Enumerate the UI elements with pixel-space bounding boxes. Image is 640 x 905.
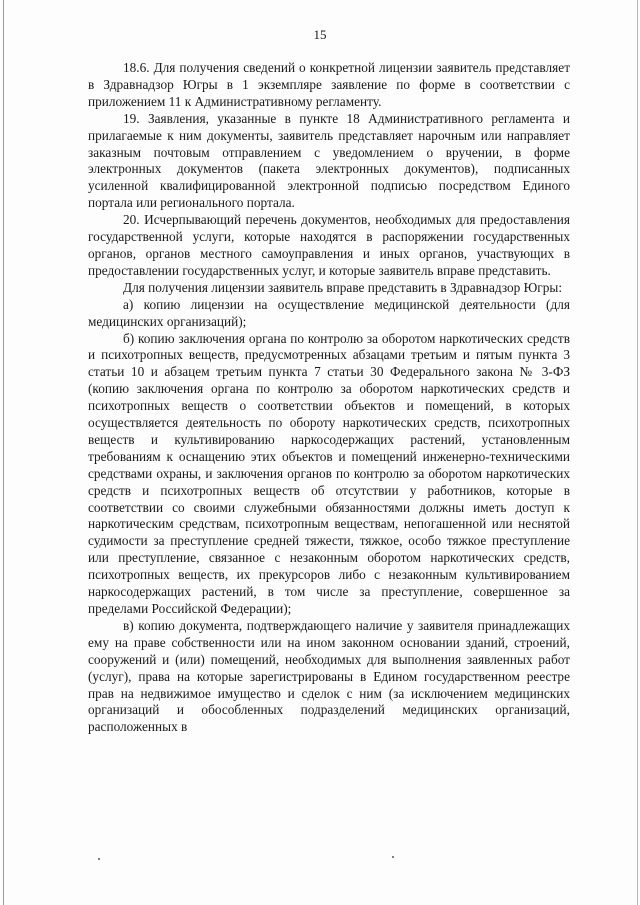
page-number: 15	[313, 27, 327, 42]
list-item-a: а) копию лицензии на осуществление медицинской деятельности (для медицинских организаций);	[88, 296, 570, 329]
paragraph-18-6: 18.6. Для получения сведений о конкретной лицензии заявитель представляет в Здравнадзор Югры в 1 экземпляре заявление по форме в соответствии с приложением 11 к Административному регламенту.	[88, 60, 570, 109]
scan-speck	[98, 858, 100, 860]
scan-edge-left	[3, 0, 4, 905]
scan-edge-right	[637, 0, 638, 905]
list-item-v: в) копию документа, подтверждающего наличие у заявителя принадлежащих ему на праве собственности или на ином законном основании зданий, строений, сооружений и (или) помещений, необходимых для выполнения заявленных работ (услуг), права на которые зарегистрированы в Едином государственном реестре прав на недвижимое имущество и сделок с ним (за исключением медицинских организаций и обособленных подразделений медицинских организаций, расположенных в	[88, 617, 570, 735]
paragraph-intro-list: Для получения лицензии заявитель вправе представить в Здравнадзор Югры:	[123, 279, 563, 295]
paragraph-20: 20. Исчерпывающий перечень документов, необходимых для предоставления государственной услуги, которые находятся в распоряжении государственных органов, органов местного самоуправления и иных органов, участвующих в предоставлении государственных услуг, и которые заявитель вправе представить.	[88, 212, 570, 278]
paragraph-19: 19. Заявления, указанные в пункте 18 Административного регламента и прилагаемые к ним документы, заявитель представляет нарочным или направляет заказным почтовым отправлением с уведомлением о вручении, в форме электронных документов (пакета электронных документов), подписанных усиленной квалифицированной электронной подписью посредством Единого портала или регионального портала.	[88, 110, 570, 211]
list-item-b: б) копию заключения органа по контролю за оборотом наркотических средств и психотропных веществ, предусмотренных абзацами третьим и пятым пункта 3 статьи 10 и абзацем третьим пункта 7 статьи 30 Федерального закона № 3-ФЗ (копию заключения органа по контролю за оборотом наркотических средств и психотропных веществ о соответствии объектов и помещений, в которых осуществляется деятельность по обороту наркотических средств, психотропных веществ и культивированию наркосодержащих растений, установленным требованиям к оснащению этих объектов и помещений инженерно-техническими средствами охраны, и заключения органов по контролю за оборотом наркотических средств и психотропных веществ об отсутствии у работников, которые в соответствии со своими служебными обязанностями должны иметь доступ к наркотическим средствам, психотропным веществам, непогашенной или неснятой судимости за преступление средней тяжести, тяжкое, особо тяжкое преступление или преступление, связанное с незаконным оборотом наркотических средств, психотропных веществ, их прекурсоров либо с незаконным культивированием наркосодержащих растений, в том числе за преступление, совершенное за пределами Российской Федерации);	[88, 330, 570, 616]
body-text	[88, 60, 570, 736]
scan-speck	[392, 856, 394, 858]
